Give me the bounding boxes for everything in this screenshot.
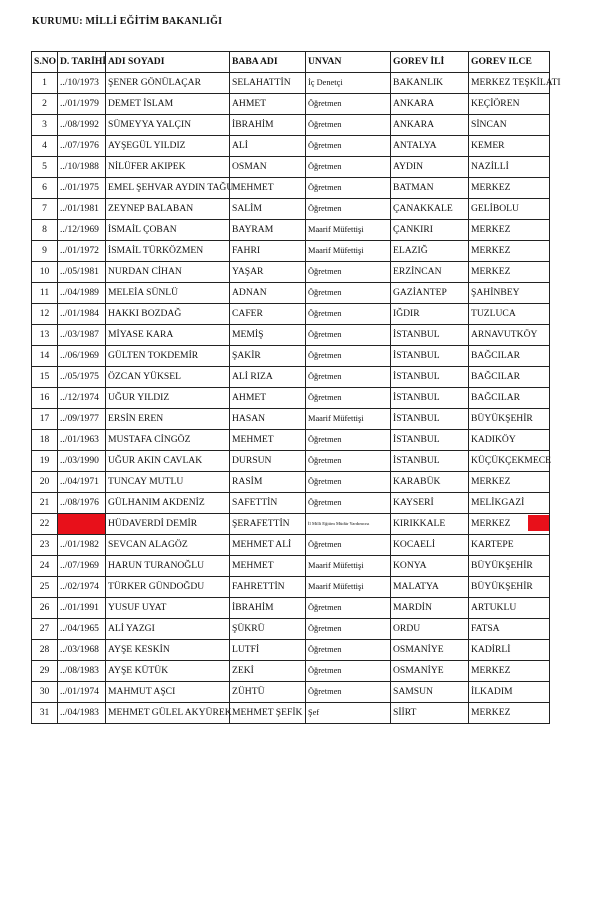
cell-date: ../01/1963 xyxy=(58,430,106,451)
cell-district: FATSA xyxy=(469,619,550,640)
table-row xyxy=(32,178,550,199)
cell-province: KOCAELİ xyxy=(391,535,469,556)
cell-name: ALİ YAZGI xyxy=(106,619,230,640)
cell-date: ../01/1982 xyxy=(58,535,106,556)
cell-name: ERSİN EREN xyxy=(106,409,230,430)
cell-father-name: CAFER xyxy=(230,304,306,325)
cell-date: ../04/1989 xyxy=(58,283,106,304)
cell-province: ANKARA xyxy=(391,94,469,115)
cell-district: MELİKGAZİ xyxy=(469,493,550,514)
cell-province: ELAZIĞ xyxy=(391,241,469,262)
column-header-sno: S.NO xyxy=(32,52,58,73)
cell-district: BAĞCILAR xyxy=(469,388,550,409)
cell-name: SÜMEYYA YALÇIN xyxy=(106,115,230,136)
table-row xyxy=(32,304,550,325)
cell-sno: 6 xyxy=(32,178,58,199)
column-header-title: UNVAN xyxy=(306,52,391,73)
cell-district: KÜÇÜKÇEKMECE xyxy=(469,451,550,472)
table-row xyxy=(32,199,550,220)
table-row xyxy=(32,283,550,304)
cell-father-name: MEHMET ALİ xyxy=(230,535,306,556)
redaction-mark xyxy=(528,515,549,531)
personnel-table xyxy=(31,51,561,724)
cell-date: ../06/1969 xyxy=(58,346,106,367)
cell-name: ŞENER GÖNÜLAÇAR xyxy=(106,73,230,94)
cell-province: İSTANBUL xyxy=(391,346,469,367)
cell-date: ../05/1975 xyxy=(58,367,106,388)
cell-father-name: SAFETTİN xyxy=(230,493,306,514)
cell-name: HAKKI BOZDAĞ xyxy=(106,304,230,325)
cell-father-name: OSMAN xyxy=(230,157,306,178)
cell-province: SAMSUN xyxy=(391,682,469,703)
cell-sno: 31 xyxy=(32,703,58,724)
cell-date: ../08/1976 xyxy=(58,493,106,514)
cell-title: Öğretmen xyxy=(306,367,391,388)
cell-district: BÜYÜKŞEHİR xyxy=(469,556,550,577)
cell-title: Öğretmen xyxy=(306,682,391,703)
table-row xyxy=(32,430,550,451)
cell-district: ŞAHİNBEY xyxy=(469,283,550,304)
cell-name: SEVCAN ALAGÖZ xyxy=(106,535,230,556)
cell-title: Öğretmen xyxy=(306,661,391,682)
cell-title: İç Denetçi xyxy=(306,73,391,94)
cell-title: Öğretmen xyxy=(306,199,391,220)
cell-province: KIRIKKALE xyxy=(391,514,469,535)
cell-sno: 3 xyxy=(32,115,58,136)
cell-name: GÜLHANIM AKDENİZ xyxy=(106,493,230,514)
cell-date: ../10/1988 xyxy=(58,157,106,178)
cell-name: TÜRKER GÜNDOĞDU xyxy=(106,577,230,598)
cell-province: İSTANBUL xyxy=(391,325,469,346)
cell-district: MERKEZ xyxy=(469,472,550,493)
cell-father-name: MEHMET ŞEFİK xyxy=(230,703,306,724)
cell-title: Öğretmen xyxy=(306,136,391,157)
cell-date: ../07/1976 xyxy=(58,136,106,157)
cell-title: Öğretmen xyxy=(306,346,391,367)
cell-district: MERKEZ xyxy=(469,514,550,535)
cell-district: ARTUKLU xyxy=(469,598,550,619)
cell-title: Öğretmen xyxy=(306,472,391,493)
cell-province: İSTANBUL xyxy=(391,409,469,430)
cell-date: ../04/1971 xyxy=(58,472,106,493)
cell-father-name: AHMET xyxy=(230,94,306,115)
cell-father-name: ŞERAFETTİN xyxy=(230,514,306,535)
cell-name: HÜDAVERDİ DEMİR xyxy=(106,514,230,535)
cell-father-name: HASAN xyxy=(230,409,306,430)
cell-district: TUZLUCA xyxy=(469,304,550,325)
cell-province: OSMANİYE xyxy=(391,640,469,661)
cell-father-name: LUTFİ xyxy=(230,640,306,661)
cell-sno: 29 xyxy=(32,661,58,682)
cell-district: SİNCAN xyxy=(469,115,550,136)
cell-province: ORDU xyxy=(391,619,469,640)
cell-province: MARDİN xyxy=(391,598,469,619)
cell-province: GAZİANTEP xyxy=(391,283,469,304)
table-row xyxy=(32,661,550,682)
column-header-province: GOREV İLİ xyxy=(391,52,469,73)
cell-sno: 9 xyxy=(32,241,58,262)
cell-title: Şef xyxy=(306,703,391,724)
cell-district: MERKEZ xyxy=(469,220,550,241)
cell-father-name: BAYRAM xyxy=(230,220,306,241)
table-header-row xyxy=(32,52,550,73)
table-row xyxy=(32,409,550,430)
cell-name: MELEİA SÜNLÜ xyxy=(106,283,230,304)
table-row xyxy=(32,493,550,514)
cell-father-name: ŞAKİR xyxy=(230,346,306,367)
cell-name: ÖZCAN YÜKSEL xyxy=(106,367,230,388)
cell-date-redacted xyxy=(58,514,106,535)
cell-name: YUSUF UYAT xyxy=(106,598,230,619)
cell-father-name: ZEKİ xyxy=(230,661,306,682)
cell-title: Öğretmen xyxy=(306,304,391,325)
cell-date: ../02/1974 xyxy=(58,577,106,598)
cell-father-name: YAŞAR xyxy=(230,262,306,283)
cell-father-name: ŞÜKRÜ xyxy=(230,619,306,640)
cell-date: ../01/1975 xyxy=(58,178,106,199)
cell-province: OSMANİYE xyxy=(391,661,469,682)
cell-title: Maarif Müfettişi xyxy=(306,556,391,577)
cell-date: ../01/1972 xyxy=(58,241,106,262)
table-row xyxy=(32,598,550,619)
cell-title: İl Milli Eğitim Müdür Yardımcısı xyxy=(306,514,391,535)
cell-father-name: ALİ RIZA xyxy=(230,367,306,388)
cell-title: Öğretmen xyxy=(306,262,391,283)
cell-name: MEHMET GÜLEL AKYÜREK xyxy=(106,703,230,724)
cell-district: MERKEZ xyxy=(469,262,550,283)
cell-name: NURDAN CİHAN xyxy=(106,262,230,283)
cell-title: Öğretmen xyxy=(306,388,391,409)
cell-title: Maarif Müfettişi xyxy=(306,409,391,430)
cell-title: Öğretmen xyxy=(306,325,391,346)
cell-date: ../01/1974 xyxy=(58,682,106,703)
table-row xyxy=(32,367,550,388)
table-row xyxy=(32,220,550,241)
cell-sno: 4 xyxy=(32,136,58,157)
cell-province: İSTANBUL xyxy=(391,367,469,388)
cell-sno: 22 xyxy=(32,514,58,535)
cell-sno: 26 xyxy=(32,598,58,619)
table-row xyxy=(32,136,550,157)
table-row xyxy=(32,577,550,598)
cell-sno: 2 xyxy=(32,94,58,115)
cell-sno: 5 xyxy=(32,157,58,178)
cell-father-name: MEHMET xyxy=(230,178,306,199)
table-row xyxy=(32,115,550,136)
table-row xyxy=(32,556,550,577)
cell-district: MERKEZ xyxy=(469,241,550,262)
cell-district: BÜYÜKŞEHİR xyxy=(469,577,550,598)
cell-date: ../01/1991 xyxy=(58,598,106,619)
cell-father-name: AHMET xyxy=(230,388,306,409)
cell-district: BAĞCILAR xyxy=(469,367,550,388)
table-row xyxy=(32,535,550,556)
cell-date: ../09/1977 xyxy=(58,409,106,430)
table-row xyxy=(32,346,550,367)
cell-title: Öğretmen xyxy=(306,94,391,115)
cell-name: DEMET İSLAM xyxy=(106,94,230,115)
cell-province: BAKANLIK xyxy=(391,73,469,94)
cell-sno: 14 xyxy=(32,346,58,367)
cell-title: Maarif Müfettişi xyxy=(306,241,391,262)
cell-father-name: İBRAHİM xyxy=(230,115,306,136)
table-row xyxy=(32,451,550,472)
cell-name: ZEYNEP BALABAN xyxy=(106,199,230,220)
cell-date: ../03/1990 xyxy=(58,451,106,472)
cell-sno: 21 xyxy=(32,493,58,514)
table-body xyxy=(32,73,561,724)
cell-title: Öğretmen xyxy=(306,430,391,451)
cell-province: BATMAN xyxy=(391,178,469,199)
cell-title: Öğretmen xyxy=(306,115,391,136)
table-row xyxy=(32,73,550,94)
table-row xyxy=(32,388,550,409)
cell-sno: 23 xyxy=(32,535,58,556)
cell-district: MERKEZ TEŞKİLATI xyxy=(469,73,550,94)
cell-province: MALATYA xyxy=(391,577,469,598)
cell-province: ÇANKIRI xyxy=(391,220,469,241)
cell-title: Maarif Müfettişi xyxy=(306,577,391,598)
cell-name: GÜLTEN TOKDEMİR xyxy=(106,346,230,367)
cell-title: Maarif Müfettişi xyxy=(306,220,391,241)
cell-sno: 1 xyxy=(32,73,58,94)
cell-date: ../03/1968 xyxy=(58,640,106,661)
cell-name: HARUN TURANOĞLU xyxy=(106,556,230,577)
cell-father-name: ZÜHTÜ xyxy=(230,682,306,703)
cell-father-name: ALİ xyxy=(230,136,306,157)
cell-title: Öğretmen xyxy=(306,640,391,661)
cell-name: İSMAİL TÜRKÖZMEN xyxy=(106,241,230,262)
cell-province: ERZİNCAN xyxy=(391,262,469,283)
table-row xyxy=(32,241,550,262)
cell-father-name: RASİM xyxy=(230,472,306,493)
cell-district: ARNAVUTKÖY xyxy=(469,325,550,346)
cell-title: Öğretmen xyxy=(306,619,391,640)
cell-district: BÜYÜKŞEHİR xyxy=(469,409,550,430)
cell-district: MERKEZ xyxy=(469,178,550,199)
cell-date: ../12/1974 xyxy=(58,388,106,409)
cell-title: Öğretmen xyxy=(306,493,391,514)
cell-date: ../08/1983 xyxy=(58,661,106,682)
cell-district: BAĞCILAR xyxy=(469,346,550,367)
cell-name: AYŞE KESKİN xyxy=(106,640,230,661)
cell-title: Öğretmen xyxy=(306,451,391,472)
cell-date: ../03/1987 xyxy=(58,325,106,346)
cell-district: MERKEZ xyxy=(469,661,550,682)
table-row xyxy=(32,703,550,724)
column-header-district: GOREV ILCE xyxy=(469,52,550,73)
cell-father-name: MEMİŞ xyxy=(230,325,306,346)
cell-name: TUNCAY MUTLU xyxy=(106,472,230,493)
cell-father-name: İBRAHİM xyxy=(230,598,306,619)
cell-province: KAYSERİ xyxy=(391,493,469,514)
cell-title: Öğretmen xyxy=(306,598,391,619)
cell-date: ../07/1969 xyxy=(58,556,106,577)
cell-province: İSTANBUL xyxy=(391,430,469,451)
cell-date: ../12/1969 xyxy=(58,220,106,241)
cell-sno: 10 xyxy=(32,262,58,283)
cell-district: KEMER xyxy=(469,136,550,157)
cell-name: MUSTAFA CİNGÖZ xyxy=(106,430,230,451)
cell-sno: 24 xyxy=(32,556,58,577)
cell-province: IĞDIR xyxy=(391,304,469,325)
cell-father-name: MEHMET xyxy=(230,556,306,577)
cell-district: KEÇİÖREN xyxy=(469,94,550,115)
cell-district: NAZİLLİ xyxy=(469,157,550,178)
cell-sno: 20 xyxy=(32,472,58,493)
cell-date: ../01/1981 xyxy=(58,199,106,220)
cell-father-name: SALİM xyxy=(230,199,306,220)
cell-sno: 13 xyxy=(32,325,58,346)
cell-title: Öğretmen xyxy=(306,178,391,199)
cell-sno: 7 xyxy=(32,199,58,220)
table-row xyxy=(32,262,550,283)
cell-father-name: SELAHATTİN xyxy=(230,73,306,94)
cell-date: ../08/1992 xyxy=(58,115,106,136)
cell-name: UĞUR YILDIZ xyxy=(106,388,230,409)
cell-name: EMEL ŞEHVAR AYDIN TAĞU xyxy=(106,178,230,199)
cell-province: ANKARA xyxy=(391,115,469,136)
cell-date: ../05/1981 xyxy=(58,262,106,283)
cell-father-name: FAHRETTİN xyxy=(230,577,306,598)
cell-district: İLKADIM xyxy=(469,682,550,703)
cell-name: MAHMUT AŞCI xyxy=(106,682,230,703)
cell-name: İSMAİL ÇOBAN xyxy=(106,220,230,241)
cell-sno: 12 xyxy=(32,304,58,325)
cell-title: Öğretmen xyxy=(306,283,391,304)
cell-name: MİYASE KARA xyxy=(106,325,230,346)
cell-district: MERKEZ xyxy=(469,703,550,724)
column-header-name: ADI SOYADI xyxy=(106,52,230,73)
column-header-date: D. TARİHİ xyxy=(58,52,106,73)
cell-province: KONYA xyxy=(391,556,469,577)
cell-province: SİİRT xyxy=(391,703,469,724)
table-row xyxy=(32,472,550,493)
cell-sno: 15 xyxy=(32,367,58,388)
organization-title: KURUMU: MİLLİ EĞİTİM BAKANLIĞI xyxy=(32,16,223,27)
cell-sno: 28 xyxy=(32,640,58,661)
cell-sno: 8 xyxy=(32,220,58,241)
cell-date: ../01/1984 xyxy=(58,304,106,325)
cell-district: KADİRLİ xyxy=(469,640,550,661)
cell-sno: 18 xyxy=(32,430,58,451)
cell-father-name: FAHRI xyxy=(230,241,306,262)
cell-district: KADIKÖY xyxy=(469,430,550,451)
cell-father-name: ADNAN xyxy=(230,283,306,304)
table-row xyxy=(32,157,550,178)
cell-date: ../10/1973 xyxy=(58,73,106,94)
table-row xyxy=(32,514,550,535)
cell-title: Öğretmen xyxy=(306,535,391,556)
cell-date: ../04/1965 xyxy=(58,619,106,640)
cell-province: İSTANBUL xyxy=(391,388,469,409)
cell-sno: 27 xyxy=(32,619,58,640)
cell-father-name: MEHMET xyxy=(230,430,306,451)
cell-sno: 11 xyxy=(32,283,58,304)
cell-sno: 30 xyxy=(32,682,58,703)
cell-district: GELİBOLU xyxy=(469,199,550,220)
cell-name: AYŞE KÜTÜK xyxy=(106,661,230,682)
table-row xyxy=(32,325,550,346)
cell-father-name: DURSUN xyxy=(230,451,306,472)
table-row xyxy=(32,640,550,661)
cell-province: ÇANAKKALE xyxy=(391,199,469,220)
cell-district: KARTEPE xyxy=(469,535,550,556)
cell-sno: 25 xyxy=(32,577,58,598)
cell-name: UĞUR AKIN CAVLAK xyxy=(106,451,230,472)
table-row xyxy=(32,619,550,640)
cell-province: AYDIN xyxy=(391,157,469,178)
cell-sno: 19 xyxy=(32,451,58,472)
cell-name: AYŞEGÜL YILDIZ xyxy=(106,136,230,157)
cell-date: ../04/1983 xyxy=(58,703,106,724)
cell-province: KARABÜK xyxy=(391,472,469,493)
table-row xyxy=(32,682,550,703)
cell-province: ANTALYA xyxy=(391,136,469,157)
cell-title: Öğretmen xyxy=(306,157,391,178)
table-row xyxy=(32,94,550,115)
column-header-father: BABA ADI xyxy=(230,52,306,73)
cell-province: İSTANBUL xyxy=(391,451,469,472)
cell-date: ../01/1979 xyxy=(58,94,106,115)
cell-name: NİLÜFER AKIPEK xyxy=(106,157,230,178)
cell-sno: 17 xyxy=(32,409,58,430)
cell-sno: 16 xyxy=(32,388,58,409)
